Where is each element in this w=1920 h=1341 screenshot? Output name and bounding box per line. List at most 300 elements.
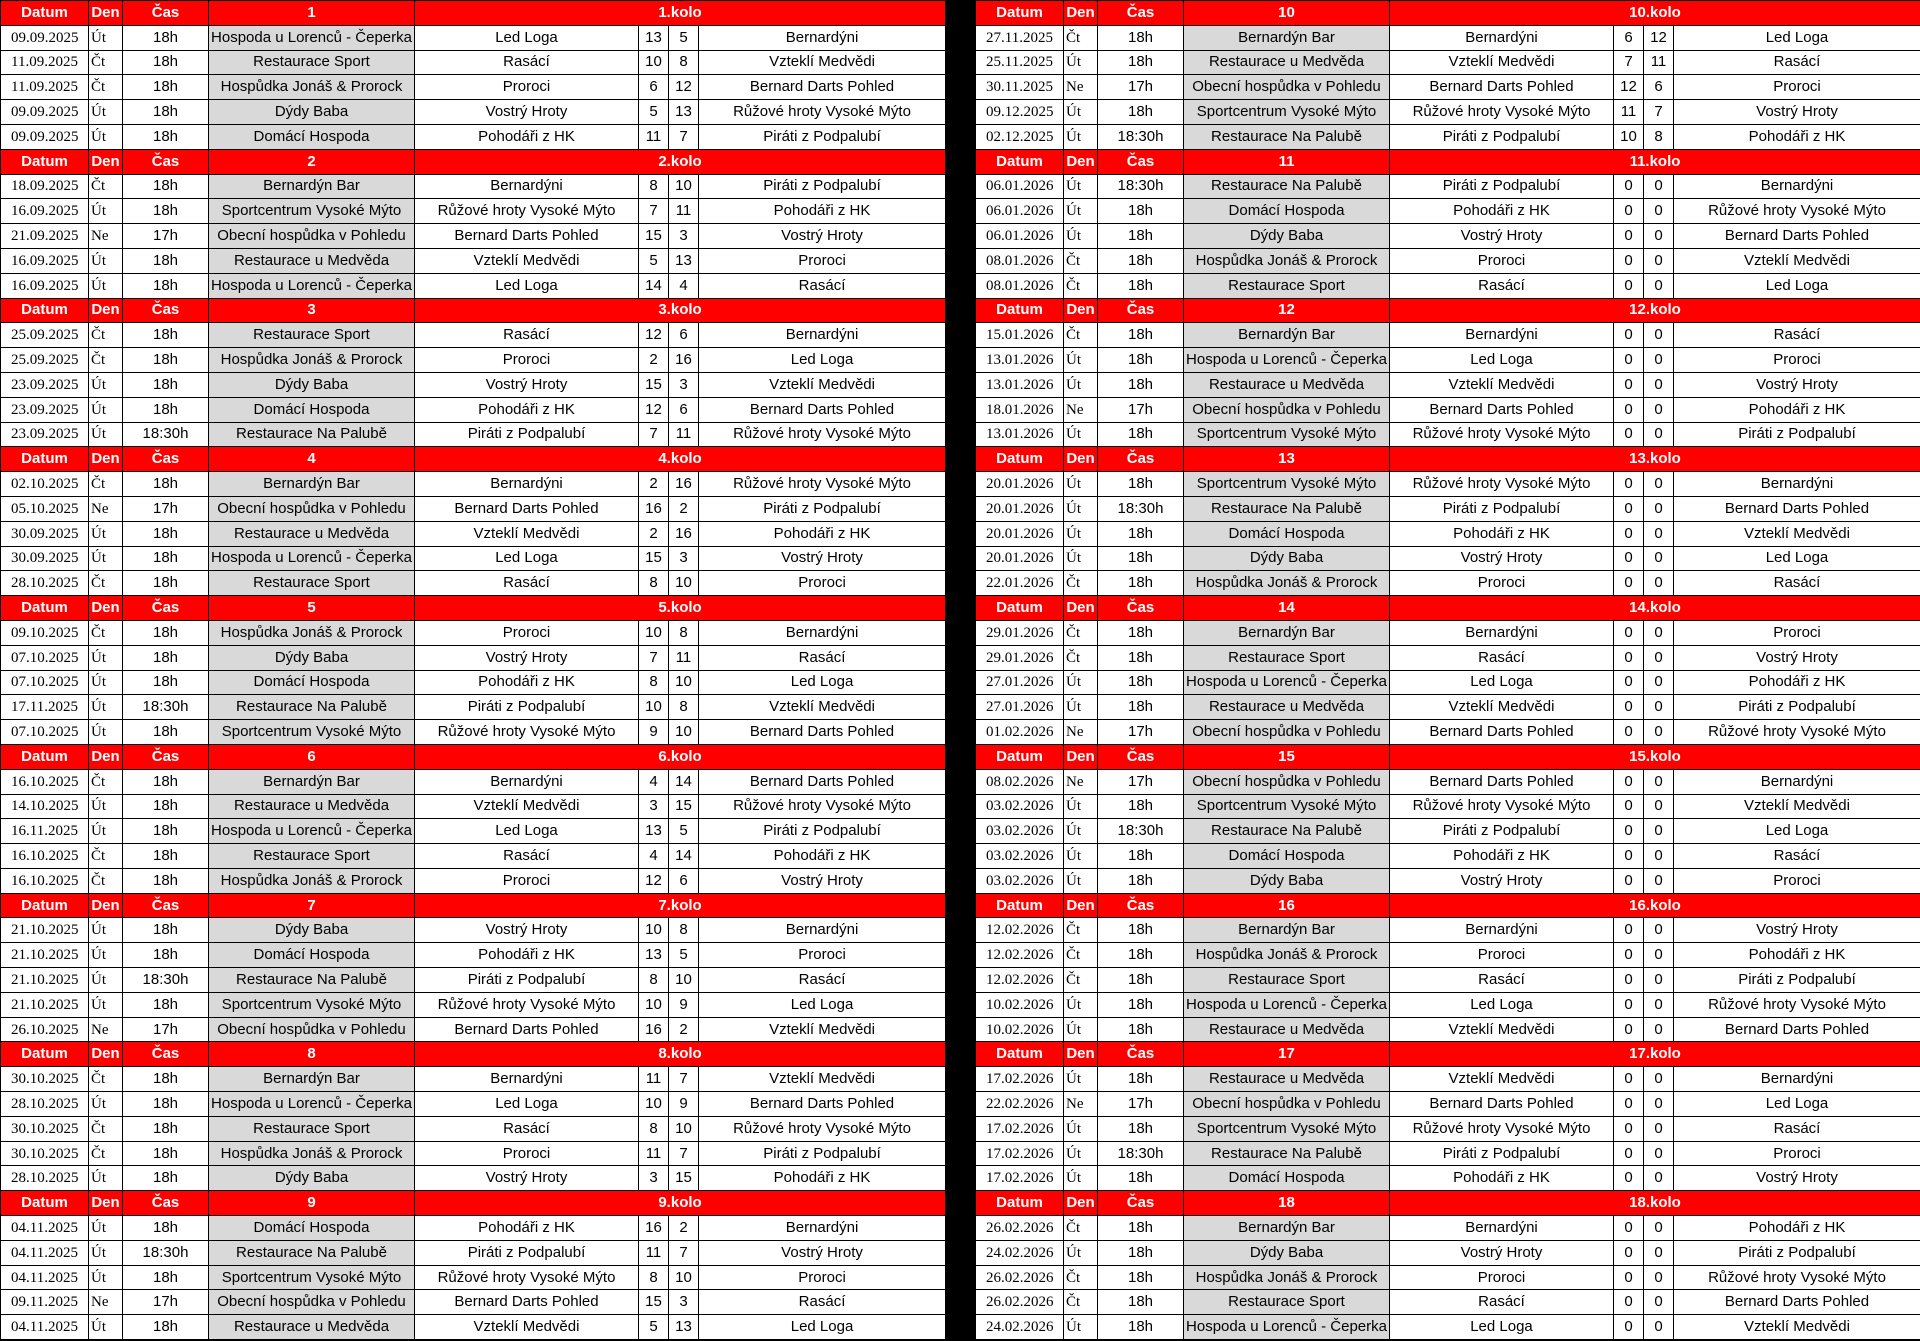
match-date: 16.09.2025	[1, 199, 89, 224]
match-day: Út	[1064, 174, 1098, 199]
match-venue: Hospůdka Jonáš & Prorock	[209, 75, 415, 100]
match-date: 21.10.2025	[1, 943, 89, 968]
away-team: Bernard Darts Pohled	[699, 720, 946, 745]
match-date: 04.11.2025	[1, 1265, 89, 1290]
round-header-row	[976, 893, 1920, 918]
match-row	[976, 794, 1920, 819]
home-score: 10	[639, 992, 669, 1017]
match-venue: Domácí Hospoda	[1184, 199, 1390, 224]
match-date: 03.02.2026	[976, 794, 1064, 819]
home-score: 11	[639, 124, 669, 149]
match-date: 14.10.2025	[1, 794, 89, 819]
match-row	[976, 670, 1920, 695]
away-team: Bernardýni	[699, 25, 946, 50]
match-venue: Restaurace Na Palubě	[1184, 124, 1390, 149]
home-score: 10	[639, 1092, 669, 1117]
away-team: Bernard Darts Pohled	[699, 397, 946, 422]
header-datum: Datum	[1, 447, 89, 472]
home-team: Vzteklí Medvědi	[1390, 695, 1614, 720]
match-row	[976, 323, 1920, 348]
home-team: Bernardýni	[415, 472, 639, 497]
match-day: Út	[1064, 794, 1098, 819]
match-time: 18:30h	[1098, 819, 1184, 844]
match-day: Út	[1064, 546, 1098, 571]
match-venue: Restaurace Na Palubě	[209, 1240, 415, 1265]
match-venue: Bernardýn Bar	[1184, 25, 1390, 50]
match-venue: Restaurace Sport	[1184, 968, 1390, 993]
home-score: 5	[639, 1315, 669, 1340]
match-venue: Hospůdka Jonáš & Prorock	[209, 620, 415, 645]
match-day: Út	[89, 918, 123, 943]
match-venue: Restaurace u Medvěda	[209, 248, 415, 273]
match-venue: Restaurace Sport	[1184, 273, 1390, 298]
match-date: 16.10.2025	[1, 844, 89, 869]
home-team: Led Loga	[415, 273, 639, 298]
home-score: 0	[1614, 397, 1644, 422]
match-time: 18:30h	[123, 422, 209, 447]
away-team: Rasácí	[699, 273, 946, 298]
away-team: Proroci	[1674, 1141, 1920, 1166]
home-team: Vzteklí Medvědi	[1390, 50, 1614, 75]
home-score: 2	[639, 521, 669, 546]
match-date: 13.01.2026	[976, 348, 1064, 373]
match-row	[1, 943, 946, 968]
home-score: 10	[639, 620, 669, 645]
away-score: 0	[1644, 422, 1674, 447]
match-date: 30.11.2025	[976, 75, 1064, 100]
home-team: Vzteklí Medvědi	[1390, 1017, 1614, 1042]
match-date: 17.11.2025	[1, 695, 89, 720]
round-header-row	[976, 1042, 1920, 1067]
match-time: 18h	[1098, 992, 1184, 1017]
header-den: Den	[89, 596, 123, 621]
match-date: 23.09.2025	[1, 372, 89, 397]
away-score: 0	[1644, 620, 1674, 645]
home-score: 0	[1614, 769, 1644, 794]
away-team: Rasácí	[1674, 50, 1920, 75]
home-score: 16	[639, 496, 669, 521]
match-venue: Obecní hospůdka v Pohledu	[1184, 769, 1390, 794]
match-venue: Sportcentrum Vysoké Mýto	[209, 992, 415, 1017]
match-date: 30.09.2025	[1, 546, 89, 571]
match-date: 17.02.2026	[976, 1067, 1064, 1092]
away-team: Pohodáři z HK	[1674, 124, 1920, 149]
match-date: 27.01.2026	[976, 670, 1064, 695]
match-venue: Restaurace u Medvěda	[1184, 50, 1390, 75]
match-day: Út	[89, 100, 123, 125]
away-team: Vzteklí Medvědi	[699, 1067, 946, 1092]
away-score: 10	[669, 1116, 699, 1141]
match-day: Čt	[89, 323, 123, 348]
match-time: 18h	[1098, 1017, 1184, 1042]
match-venue: Dýdy Baba	[1184, 868, 1390, 893]
home-team: Vostrý Hroty	[415, 100, 639, 125]
away-team: Vzteklí Medvědi	[699, 50, 946, 75]
match-venue: Restaurace u Medvěda	[1184, 695, 1390, 720]
header-den: Den	[1064, 744, 1098, 769]
match-day: Čt	[89, 75, 123, 100]
match-time: 18h	[123, 620, 209, 645]
home-score: 13	[639, 25, 669, 50]
home-score: 0	[1614, 794, 1644, 819]
away-score: 0	[1644, 943, 1674, 968]
match-date: 11.09.2025	[1, 75, 89, 100]
match-time: 18h	[123, 918, 209, 943]
header-den: Den	[89, 1, 123, 26]
match-row	[1, 546, 946, 571]
match-time: 18h	[123, 943, 209, 968]
home-team: Proroci	[415, 1141, 639, 1166]
away-score: 16	[669, 348, 699, 373]
away-team: Růžové hroty Vysoké Mýto	[1674, 1265, 1920, 1290]
away-score: 0	[1644, 372, 1674, 397]
match-date: 10.02.2026	[976, 1017, 1064, 1042]
home-team: Růžové hroty Vysoké Mýto	[1390, 794, 1614, 819]
home-team: Vostrý Hroty	[1390, 224, 1614, 249]
match-venue: Hospůdka Jonáš & Prorock	[209, 1141, 415, 1166]
match-row	[976, 1067, 1920, 1092]
away-score: 3	[669, 372, 699, 397]
home-team: Vzteklí Medvědi	[1390, 372, 1614, 397]
match-day: Út	[1064, 1141, 1098, 1166]
header-datum: Datum	[976, 596, 1064, 621]
match-row	[1, 918, 946, 943]
home-team: Bernard Darts Pohled	[1390, 75, 1614, 100]
away-score: 0	[1644, 645, 1674, 670]
away-score: 0	[1644, 496, 1674, 521]
match-date: 15.01.2026	[976, 323, 1064, 348]
match-row	[1, 100, 946, 125]
away-score: 0	[1644, 844, 1674, 869]
away-score: 2	[669, 1216, 699, 1241]
home-team: Bernardýni	[1390, 620, 1614, 645]
away-score: 13	[669, 100, 699, 125]
home-team: Rasácí	[1390, 1290, 1614, 1315]
match-day: Út	[89, 819, 123, 844]
home-score: 0	[1614, 372, 1644, 397]
match-row	[1, 1092, 946, 1117]
away-score: 0	[1644, 1141, 1674, 1166]
home-score: 2	[639, 348, 669, 373]
match-time: 18h	[123, 1315, 209, 1340]
match-time: 18h	[123, 348, 209, 373]
match-row	[1, 124, 946, 149]
match-time: 18h	[123, 124, 209, 149]
match-venue: Bernardýn Bar	[1184, 620, 1390, 645]
away-team: Pohodáři z HK	[1674, 1216, 1920, 1241]
match-row	[1, 720, 946, 745]
header-den: Den	[1064, 298, 1098, 323]
match-time: 18h	[1098, 472, 1184, 497]
match-date: 13.01.2026	[976, 422, 1064, 447]
home-team: Led Loga	[1390, 1315, 1614, 1340]
home-team: Pohodáři z HK	[1390, 521, 1614, 546]
match-day: Út	[89, 968, 123, 993]
home-team: Pohodáři z HK	[1390, 844, 1614, 869]
round-label: 7.kolo	[415, 893, 946, 918]
match-venue: Bernardýn Bar	[209, 174, 415, 199]
header-datum: Datum	[976, 447, 1064, 472]
match-row	[1, 521, 946, 546]
away-team: Bernard Darts Pohled	[699, 769, 946, 794]
match-row	[976, 100, 1920, 125]
away-score: 8	[669, 50, 699, 75]
match-day: Čt	[1064, 571, 1098, 596]
match-venue: Hospůdka Jonáš & Prorock	[209, 868, 415, 893]
match-day: Út	[89, 248, 123, 273]
home-team: Bernard Darts Pohled	[415, 1017, 639, 1042]
away-score: 10	[669, 670, 699, 695]
match-day: Út	[1064, 124, 1098, 149]
home-score: 5	[639, 248, 669, 273]
home-score: 16	[639, 1216, 669, 1241]
home-score: 4	[639, 844, 669, 869]
match-day: Út	[1064, 992, 1098, 1017]
away-team: Led Loga	[699, 348, 946, 373]
match-date: 16.10.2025	[1, 769, 89, 794]
round-number: 11	[1184, 149, 1390, 174]
match-date: 20.01.2026	[976, 472, 1064, 497]
match-time: 18h	[1098, 25, 1184, 50]
match-time: 18:30h	[123, 695, 209, 720]
match-date: 07.10.2025	[1, 720, 89, 745]
match-venue: Domácí Hospoda	[209, 397, 415, 422]
home-team: Bernardýni	[1390, 25, 1614, 50]
match-venue: Restaurace Na Palubě	[1184, 174, 1390, 199]
match-day: Út	[89, 695, 123, 720]
home-score: 0	[1614, 1216, 1644, 1241]
match-row	[1, 1216, 946, 1241]
away-score: 6	[669, 323, 699, 348]
home-score: 0	[1614, 248, 1644, 273]
header-den: Den	[1064, 1042, 1098, 1067]
match-time: 18h	[1098, 868, 1184, 893]
match-date: 26.02.2026	[976, 1290, 1064, 1315]
match-time: 18h	[123, 75, 209, 100]
match-time: 18h	[1098, 100, 1184, 125]
match-time: 18h	[1098, 670, 1184, 695]
round-header-row	[976, 149, 1920, 174]
match-day: Út	[89, 273, 123, 298]
match-row	[1, 174, 946, 199]
header-cas: Čas	[1098, 1042, 1184, 1067]
match-venue: Hospoda u Lorenců - Čeperka	[209, 546, 415, 571]
match-day: Čt	[89, 1116, 123, 1141]
header-datum: Datum	[1, 596, 89, 621]
match-time: 18h	[123, 794, 209, 819]
match-time: 17h	[123, 224, 209, 249]
match-date: 11.09.2025	[1, 50, 89, 75]
home-score: 8	[639, 1116, 669, 1141]
away-team: Bernardýni	[699, 323, 946, 348]
match-time: 18h	[1098, 844, 1184, 869]
match-date: 08.01.2026	[976, 248, 1064, 273]
match-date: 22.01.2026	[976, 571, 1064, 596]
match-day: Út	[1064, 1166, 1098, 1191]
home-team: Proroci	[1390, 248, 1614, 273]
round-label: 17.kolo	[1390, 1042, 1920, 1067]
away-score: 12	[669, 75, 699, 100]
home-team: Vzteklí Medvědi	[415, 521, 639, 546]
match-row	[1, 1290, 946, 1315]
header-datum: Datum	[976, 893, 1064, 918]
match-day: Út	[89, 645, 123, 670]
match-row	[1, 1141, 946, 1166]
match-time: 18h	[1098, 372, 1184, 397]
round-number: 5	[209, 596, 415, 621]
away-score: 7	[669, 124, 699, 149]
match-day: Ne	[89, 224, 123, 249]
away-team: Bernard Darts Pohled	[1674, 1290, 1920, 1315]
round-number: 15	[1184, 744, 1390, 769]
away-score: 10	[669, 1265, 699, 1290]
away-score: 0	[1644, 174, 1674, 199]
away-team: Pohodáři z HK	[699, 844, 946, 869]
home-team: Proroci	[415, 75, 639, 100]
match-time: 18h	[123, 1216, 209, 1241]
match-date: 18.09.2025	[1, 174, 89, 199]
match-date: 12.02.2026	[976, 918, 1064, 943]
match-row	[976, 968, 1920, 993]
match-time: 17h	[1098, 769, 1184, 794]
match-row	[976, 174, 1920, 199]
home-score: 0	[1614, 1240, 1644, 1265]
home-score: 8	[639, 670, 669, 695]
away-team: Vostrý Hroty	[699, 868, 946, 893]
match-row	[1, 75, 946, 100]
match-venue: Restaurace Sport	[209, 1116, 415, 1141]
match-venue: Sportcentrum Vysoké Mýto	[1184, 472, 1390, 497]
home-score: 11	[639, 1067, 669, 1092]
match-row	[1, 620, 946, 645]
match-date: 30.10.2025	[1, 1116, 89, 1141]
match-date: 09.09.2025	[1, 25, 89, 50]
match-time: 18:30h	[123, 1240, 209, 1265]
away-team: Pohodáři z HK	[699, 1166, 946, 1191]
match-venue: Domácí Hospoda	[1184, 844, 1390, 869]
round-label: 2.kolo	[415, 149, 946, 174]
away-score: 8	[669, 918, 699, 943]
header-den: Den	[89, 447, 123, 472]
home-team: Pohodáři z HK	[415, 670, 639, 695]
home-team: Pohodáři z HK	[1390, 1166, 1614, 1191]
match-time: 18:30h	[1098, 174, 1184, 199]
match-date: 07.10.2025	[1, 670, 89, 695]
home-team: Vostrý Hroty	[415, 645, 639, 670]
match-time: 18h	[1098, 968, 1184, 993]
header-den: Den	[89, 298, 123, 323]
away-team: Led Loga	[699, 992, 946, 1017]
match-venue: Obecní hospůdka v Pohledu	[1184, 397, 1390, 422]
away-team: Piráti z Podpalubí	[699, 496, 946, 521]
away-score: 11	[669, 422, 699, 447]
match-date: 18.01.2026	[976, 397, 1064, 422]
match-time: 18h	[123, 1166, 209, 1191]
match-venue: Restaurace Sport	[209, 323, 415, 348]
away-team: Proroci	[699, 571, 946, 596]
home-team: Piráti z Podpalubí	[1390, 496, 1614, 521]
match-venue: Hospůdka Jonáš & Prorock	[1184, 248, 1390, 273]
match-day: Út	[89, 1166, 123, 1191]
home-score: 10	[639, 918, 669, 943]
home-score: 13	[639, 943, 669, 968]
match-date: 12.02.2026	[976, 968, 1064, 993]
match-day: Út	[1064, 199, 1098, 224]
match-date: 23.09.2025	[1, 397, 89, 422]
match-date: 04.11.2025	[1, 1315, 89, 1340]
match-time: 18h	[1098, 1166, 1184, 1191]
away-score: 11	[669, 645, 699, 670]
match-venue: Sportcentrum Vysoké Mýto	[209, 1265, 415, 1290]
match-date: 09.11.2025	[1, 1290, 89, 1315]
match-date: 30.10.2025	[1, 1067, 89, 1092]
round-header-row	[976, 447, 1920, 472]
home-team: Vostrý Hroty	[415, 1166, 639, 1191]
home-team: Piráti z Podpalubí	[415, 422, 639, 447]
match-venue: Dýdy Baba	[1184, 546, 1390, 571]
away-team: Piráti z Podpalubí	[1674, 695, 1920, 720]
match-time: 18:30h	[123, 968, 209, 993]
match-row	[1, 248, 946, 273]
away-score: 6	[669, 868, 699, 893]
match-day: Ne	[1064, 75, 1098, 100]
home-team: Bernard Darts Pohled	[415, 224, 639, 249]
home-score: 0	[1614, 199, 1644, 224]
match-date: 29.01.2026	[976, 620, 1064, 645]
match-time: 18h	[1098, 1265, 1184, 1290]
match-day: Čt	[89, 50, 123, 75]
home-team: Bernard Darts Pohled	[1390, 769, 1614, 794]
round-number: 10	[1184, 1, 1390, 26]
away-score: 8	[669, 695, 699, 720]
home-score: 0	[1614, 1092, 1644, 1117]
away-score: 0	[1644, 1017, 1674, 1042]
home-team: Proroci	[1390, 571, 1614, 596]
away-score: 14	[669, 844, 699, 869]
header-cas: Čas	[123, 1042, 209, 1067]
header-den: Den	[89, 149, 123, 174]
match-day: Čt	[89, 571, 123, 596]
match-row	[976, 1265, 1920, 1290]
round-number: 4	[209, 447, 415, 472]
match-venue: Dýdy Baba	[209, 100, 415, 125]
match-date: 29.01.2026	[976, 645, 1064, 670]
home-team: Bernardýni	[415, 1067, 639, 1092]
match-row	[1, 1240, 946, 1265]
match-date: 01.02.2026	[976, 720, 1064, 745]
away-team: Vzteklí Medvědi	[1674, 248, 1920, 273]
header-datum: Datum	[1, 744, 89, 769]
match-row	[1, 769, 946, 794]
home-team: Vostrý Hroty	[1390, 868, 1614, 893]
match-venue: Sportcentrum Vysoké Mýto	[209, 720, 415, 745]
match-time: 17h	[123, 1290, 209, 1315]
away-team: Růžové hroty Vysoké Mýto	[1674, 992, 1920, 1017]
round-number: 3	[209, 298, 415, 323]
match-venue: Restaurace u Medvěda	[1184, 1067, 1390, 1092]
match-day: Ne	[1064, 769, 1098, 794]
home-score: 7	[639, 199, 669, 224]
match-row	[976, 248, 1920, 273]
match-day: Čt	[1064, 25, 1098, 50]
away-score: 0	[1644, 1290, 1674, 1315]
round-label: 10.kolo	[1390, 1, 1920, 26]
match-date: 10.02.2026	[976, 992, 1064, 1017]
home-team: Led Loga	[415, 25, 639, 50]
home-score: 16	[639, 1017, 669, 1042]
match-venue: Restaurace Na Palubě	[209, 422, 415, 447]
match-venue: Obecní hospůdka v Pohledu	[209, 224, 415, 249]
